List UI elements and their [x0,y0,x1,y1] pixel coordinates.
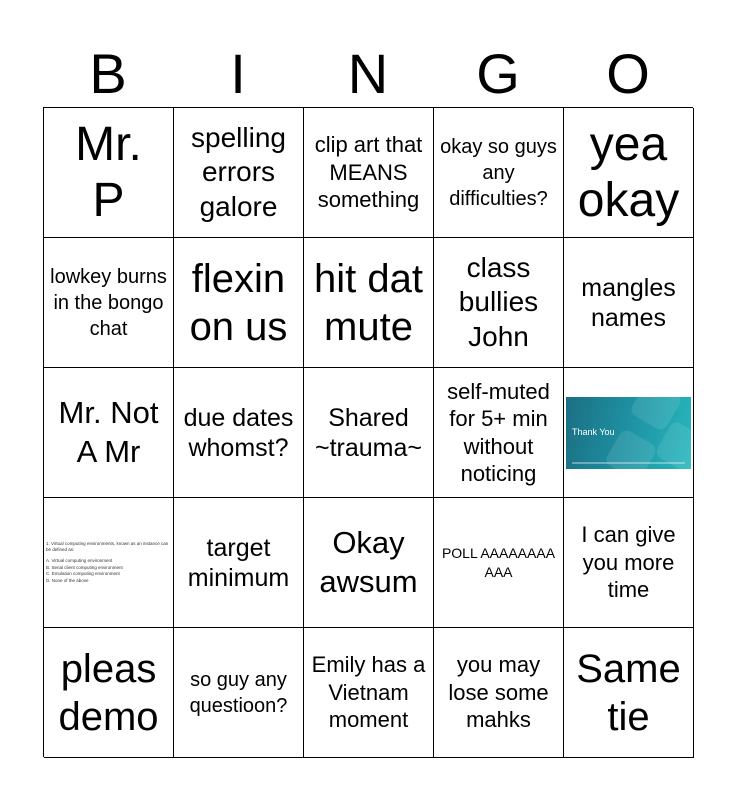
bingo-cell[interactable] [564,238,694,368]
quiz-option: A. Virtual computing environment [46,557,113,563]
header-letter-n: N [347,42,389,105]
bingo-cell[interactable] [304,108,434,238]
cell-text: okay so guys any difficulties? [440,135,557,210]
bingo-cell[interactable] [564,628,694,758]
cell-text: so guy any questioon? [189,668,288,717]
cell-text: lowkey burns in the bongo chat [50,265,167,340]
bingo-cell[interactable] [44,108,174,238]
cell-text: Shared ~trauma~ [314,403,422,462]
cell-text: yea okay [577,118,680,227]
bingo-header [43,40,693,108]
cell-text: clip art that MEANS something [314,132,423,213]
bingo-cell[interactable] [434,498,564,628]
cell-text: Mr. P [75,118,142,227]
slide-title: Thank You [572,426,615,437]
bingo-cell[interactable] [44,368,174,498]
quiz-option: C. Emulation computing environment [46,571,120,577]
cell-text: spelling errors galore [191,122,286,222]
cell-text: hit dat mute [314,256,423,349]
quiz-screenshot-image [46,541,171,584]
bingo-cell[interactable] [434,108,564,238]
slide-thumbnail-image [566,397,691,469]
cell-text: Mr. Not A Mr [58,394,159,469]
bingo-cell[interactable] [304,498,434,628]
bingo-cell[interactable] [44,628,174,758]
bingo-cell[interactable] [174,498,304,628]
quiz-question: 1. Virtual computing environments, known as an instance can be defined as: [46,540,169,553]
bingo-cell[interactable] [174,108,304,238]
header-letter-g: G [476,42,520,105]
cell-text: class bullies John [458,252,539,352]
header-letter-o: O [606,42,650,105]
cell-text: I can give you more time [581,522,676,603]
bingo-cell[interactable] [44,238,174,368]
bingo-cell[interactable] [304,368,434,498]
bingo-cell[interactable] [174,368,304,498]
bingo-card [43,107,693,757]
quiz-option: B. Serial client computing environment [46,564,123,570]
cell-text: POLL AAAAAAAAAAA [441,545,556,580]
bingo-cell[interactable] [564,108,694,238]
bingo-cell[interactable] [304,238,434,368]
header-letter-i: I [230,42,246,105]
cell-text: target minimum [187,533,290,592]
cell-text: Okay awsum [319,524,418,599]
cell-text: self-muted for 5+ min without noticing [447,378,550,486]
bingo-cell[interactable] [434,628,564,758]
bingo-cell[interactable] [434,238,564,368]
bingo-cell[interactable] [564,368,694,498]
bingo-cell[interactable] [174,238,304,368]
bingo-cell[interactable] [434,368,564,498]
bingo-cell[interactable] [304,628,434,758]
cell-text: pleas demo [58,646,159,739]
bingo-cell[interactable] [44,498,174,628]
cell-text: you may lose some mahks [448,652,549,733]
quiz-option: D. None of the above [46,577,89,583]
bingo-cell[interactable] [174,628,304,758]
cell-text: Same tie [576,646,681,739]
cell-text: mangles names [581,273,676,332]
bingo-cell[interactable] [564,498,694,628]
cell-text: flexin on us [189,256,288,349]
cell-text: Emily has a Vietnam moment [311,652,426,733]
cell-text: due dates whomst? [183,403,294,462]
header-letter-b: B [89,42,127,105]
